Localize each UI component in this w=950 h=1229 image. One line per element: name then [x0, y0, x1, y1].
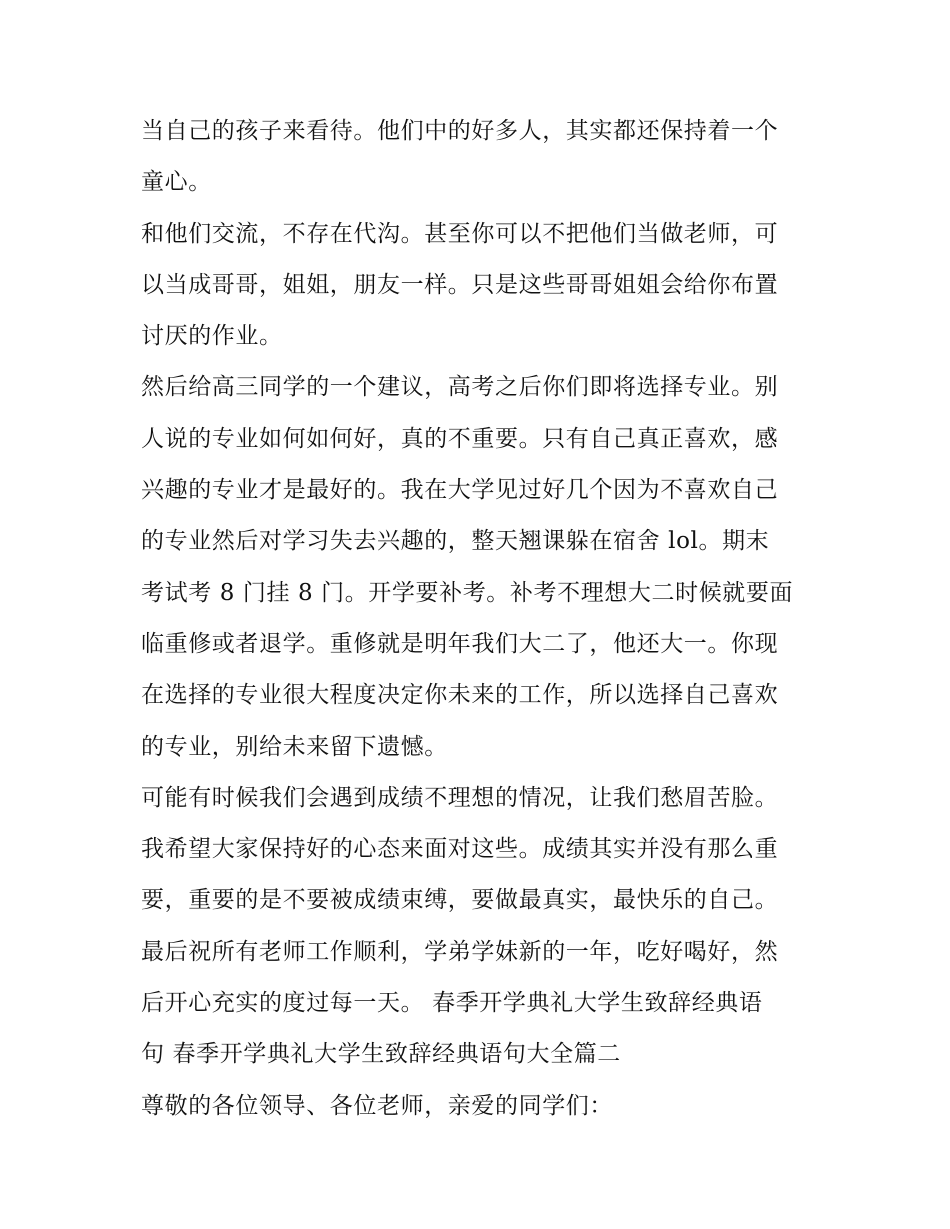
text-line: 可能有时候我们会遇到成绩不理想的情况，让我们愁眉苦脸。	[141, 784, 779, 811]
text-line: 童心。	[141, 169, 212, 196]
text-line: 兴趣的专业才是最好的。我在大学见过好几个因为不喜欢自己	[141, 477, 779, 504]
text-line: 当自己的孩子来看待。他们中的好多人，其实都还保持着一个	[141, 118, 779, 144]
text-line: 后开心充实的度过每一天。 春季开学典礼大学生致辞经典语	[141, 990, 763, 1017]
text-line: 讨厌的作业。	[141, 323, 283, 350]
text-line: 考试考 8 门挂 8 门。开学要补考。补考不理想大二时候就要面	[141, 579, 794, 606]
text-line: 临重修或者退学。重修就是明年我们大二了，他还大一。你现	[141, 630, 779, 657]
text-line: 人说的专业如何如何好，真的不重要。只有自己真正喜欢，感	[141, 425, 779, 452]
text-line: 要，重要的是不要被成绩束缚，要做最真实，最快乐的自己。	[141, 887, 779, 914]
text-line: 尊敬的各位领导、各位老师，亲爱的同学们：	[141, 1092, 613, 1119]
text-line: 以当成哥哥，姐姐，朋友一样。只是这些哥哥姐姐会给你布置	[141, 271, 779, 298]
text-line: 和他们交流，不存在代沟。甚至你可以不把他们当做老师，可	[141, 220, 779, 247]
text-line: 的专业然后对学习失去兴趣的，整天翘课躲在宿舍 lol。期末	[141, 528, 770, 555]
text-line: 最后祝所有老师工作顺利，学弟学妹新的一年，吃好喝好，然	[141, 938, 779, 965]
text-line: 我希望大家保持好的心态来面对这些。成绩其实并没有那么重	[141, 836, 779, 863]
text-line: 句 春季开学典礼大学生致辞经典语句大全篇二	[141, 1041, 621, 1068]
text-line: 在选择的专业很大程度决定你未来的工作，所以选择自己喜欢	[141, 682, 779, 709]
document-body	[141, 106, 821, 1132]
text-line: 然后给高三同学的一个建议，高考之后你们即将选择专业。别	[141, 374, 779, 401]
text-line: 的专业，别给未来留下遗憾。	[141, 733, 448, 760]
